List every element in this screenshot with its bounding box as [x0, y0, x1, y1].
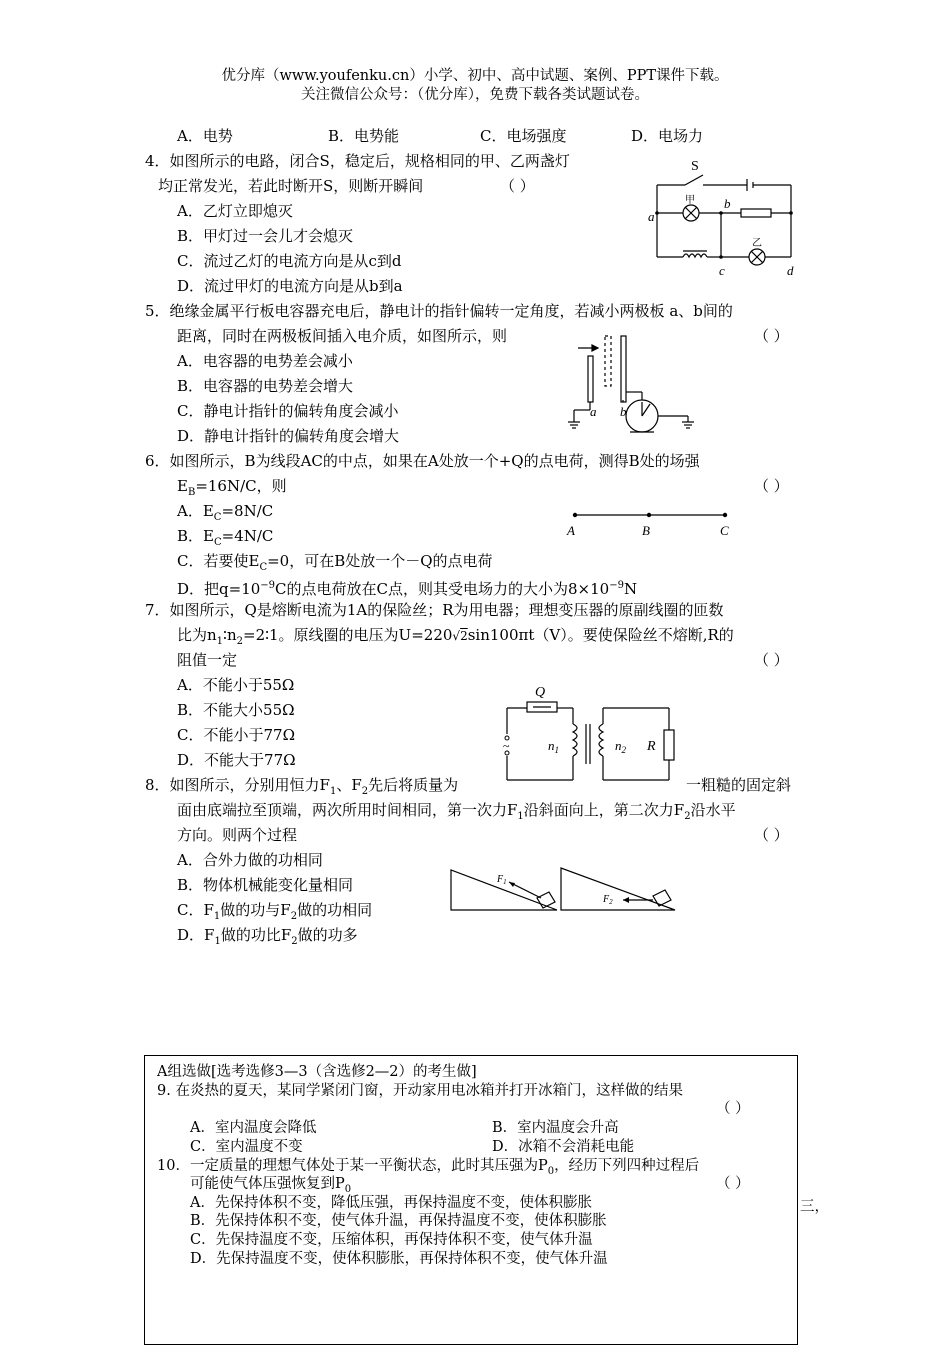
q4-fig-label-yi: 乙: [752, 238, 762, 249]
q10-option-b: B．先保持体积不变，使气体升温，再保持温度不变，使体积膨胀: [190, 1213, 607, 1229]
q5-capacitor-figure: [560, 330, 710, 438]
q7-paren: （ ）: [754, 651, 789, 669]
q8-option-c: C．$F_1$做的功与$F_2$做的功相同: [177, 901, 373, 922]
q3-option-b: B．电势能: [328, 127, 400, 145]
q8-incline-figure: [445, 862, 685, 914]
group-a-title: A组选做[选考选修3—3（含选修2—2）的考生做]: [157, 1064, 477, 1080]
q10-stem-line1: 10．一定质量的理想气体处于某一平衡状态，此时其压强为$P_0$，经历下列四种过程后: [157, 1158, 700, 1177]
q8-stem-line2: 面由底端拉至顶端，两次所用时间相同，第一次力$F_1$沿斜面向上，第二次力$F_2$沿水平: [177, 801, 736, 822]
q6-option-b: B．$E_C=4N/C$: [177, 527, 274, 548]
overflow-fragment: 三，: [800, 1199, 829, 1215]
q5-option-d: D．静电计指针的偏转角度会增大: [177, 427, 400, 445]
q10-option-c: C．先保持温度不变，压缩体积，再保持体积不变，使气体升温: [190, 1232, 593, 1248]
q10-stem-line2: 可能使气体压强恢复到$P_0$: [190, 1176, 352, 1195]
q9-paren: （ ）: [716, 1101, 750, 1117]
q6-fig-label-b: B: [642, 523, 650, 538]
q9-option-c: C．室内温度不变: [190, 1139, 303, 1155]
q6-fig-label-a: A: [567, 523, 575, 538]
q4-circuit-figure: [645, 155, 805, 280]
q6-fig-label-c: C: [720, 523, 729, 538]
q4-fig-label-b: b: [724, 196, 731, 211]
q8-stem-line1-tail: 一粗糙的固定斜: [686, 776, 792, 794]
q7-fig-label-n1: $n_1$: [548, 738, 559, 755]
q4-fig-label-a: a: [648, 209, 655, 224]
q6-line-figure: [560, 505, 740, 540]
q4-fig-label-d: d: [787, 263, 794, 278]
q6-option-a: A．$E_C=8N/C$: [177, 502, 274, 523]
q6-stem-line2: $E_B=16N/C$，则: [177, 477, 287, 498]
q7-transformer-figure: [495, 680, 695, 788]
q4-fig-label-jia: 甲: [685, 195, 695, 206]
q8-option-d: D．$F_1$做的功比$F_2$做的功多: [177, 926, 358, 947]
q5-option-a: A．电容器的电势差会减小: [177, 352, 353, 370]
q8-stem-line1: 8．如图所示，分别用恒力$F_1$、$F_2$先后将质量为: [145, 776, 459, 797]
q5-stem-line2: 距离，同时在两极板间插入电介质，如图所示，则: [177, 327, 508, 345]
q8-fig-label-f2: $F_2$: [603, 894, 613, 906]
q7-fig-label-r: R: [647, 739, 656, 754]
q6-option-c: C．若要使$E_C=0$，可在B处放一个－Q的点电荷: [177, 552, 493, 573]
q5-fig-label-a: a: [590, 404, 597, 419]
q5-stem-line1: 5．绝缘金属平行板电容器充电后，静电计的指针偏转一定角度，若减小两极板 a、b间的: [145, 302, 733, 320]
q4-stem-line2: 均正常发光，若此时断开S，则断开瞬间: [158, 177, 424, 195]
q3-option-d: D．电场力: [631, 127, 704, 145]
q8-option-b: B．物体机械能变化量相同: [177, 876, 354, 894]
q10-option-a: A．先保持体积不变，降低压强，再保持温度不变，使体积膨胀: [190, 1195, 592, 1211]
q7-stem-line2: 比为$n_1∶n_2=2∶1$。原线圈的电压为U=220√2sin100πt（V）。要使保险丝不熔断,R的: [177, 626, 734, 647]
q7-option-a: A．不能小于55Ω: [177, 676, 295, 694]
q9-option-a: A．室内温度会降低: [190, 1120, 317, 1136]
q4-fig-label-c: c: [719, 263, 725, 278]
q4-paren: （ ）: [500, 177, 535, 195]
q4-option-a: A．乙灯立即熄灭: [177, 202, 293, 220]
page-header-line1: 优分库（www.youfenku.cn）小学、初中、高中试题、案例、PPT课件下载。: [221, 68, 729, 84]
q4-fig-label-s: S: [691, 159, 699, 174]
page-header-line2: 关注微信公众号：（优分库），免费下载各类试题试卷。: [301, 87, 649, 103]
q5-option-b: B．电容器的电势差会增大: [177, 377, 354, 395]
q8-option-a: A．合外力做的功相同: [177, 851, 323, 869]
q7-fig-label-q: Q: [535, 685, 546, 700]
q8-paren: （ ）: [754, 826, 789, 844]
q7-stem-line1: 7．如图所示，Q是熔断电流为1A的保险丝；R为用电器；理想变压器的原副线圈的匝数: [145, 601, 724, 619]
q7-option-c: C．不能小于77Ω: [177, 726, 296, 744]
q9-option-b: B．室内温度会升高: [492, 1120, 619, 1136]
q8-fig-label-f1: $F_1$: [497, 874, 507, 886]
q7-option-b: B．不能大小55Ω: [177, 701, 295, 719]
q10-option-d: D．先保持温度不变，使体积膨胀，再保持体积不变，使气体升温: [190, 1251, 608, 1267]
q6-stem-line1: 6．如图所示，B为线段AC的中点，如果在A处放一个+Q的点电荷，测得B处的场强: [145, 452, 700, 470]
q4-option-c: C．流过乙灯的电流方向是从c到d: [177, 252, 402, 270]
q3-option-c: C．电场强度: [480, 127, 567, 145]
q3-option-a: A．电势: [177, 127, 233, 145]
q7-stem-line3: 阻值一定: [177, 651, 238, 669]
q9-option-d: D．冰箱不会消耗电能: [492, 1139, 635, 1155]
q10-paren: （ ）: [716, 1176, 750, 1192]
q5-paren: （ ）: [754, 327, 789, 345]
q6-option-d: D．把$q=10^{-9}C$的点电荷放在C点，则其受电场力的大小为$8\times 10^{-9}N$: [177, 580, 638, 598]
q4-stem-line1: 4．如图所示的电路，闭合S，稳定后，规格相同的甲、乙两盏灯: [145, 152, 570, 170]
q5-fig-label-b: b: [620, 404, 627, 419]
q7-fig-label-n2: $n_2$: [615, 738, 626, 755]
q8-stem-line3: 方向。则两个过程: [177, 826, 298, 844]
q7-fig-tilde: ~: [503, 739, 510, 753]
q7-option-d: D．不能大于77Ω: [177, 751, 296, 769]
q6-paren: （ ）: [754, 477, 789, 495]
q4-option-b: B．甲灯过一会儿才会熄灭: [177, 227, 354, 245]
q9-stem: 9. 在炎热的夏天，某同学紧闭门窗，开动家用电冰箱并打开冰箱门，这样做的结果: [157, 1083, 683, 1099]
q4-option-d: D．流过甲灯的电流方向是从b到a: [177, 277, 403, 295]
q5-option-c: C．静电计指针的偏转角度会减小: [177, 402, 399, 420]
